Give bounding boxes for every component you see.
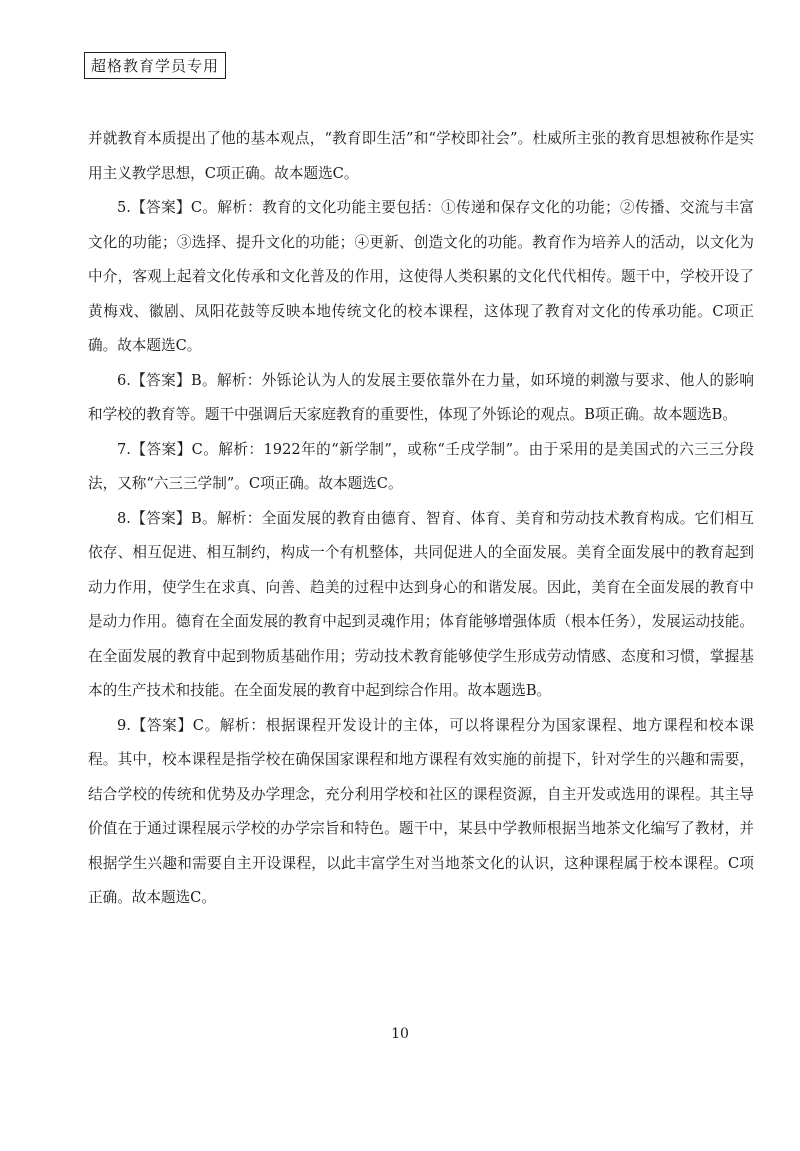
page-number: 10 bbox=[391, 1026, 409, 1042]
paragraph-continuation: 并就教育本质提出了他的基本观点，“教育即生活”和“学校即社会”。杜威所主张的教育思想被称作是实用主义教学思想，C项正确。故本题选C。 bbox=[88, 130, 754, 182]
document-body bbox=[88, 122, 754, 916]
answer-paragraph-5: 5.【答案】C。解析：教育的文化功能主要包括：①传递和保存文化的功能；②传播、交流与丰富文化的功能；③选择、提升文化的功能；④更新、创造文化的功能。教育作为培养人的活动，以文化为中介，客观上起着文化传承和文化普及的作用，这使得人类积累的文化代代相传。题干中，学校开设了黄梅戏、徽剧、凤阳花鼓等反映本地传统文化的校本课程，这体现了教育对文化的传承功能。C项正确。故本题选C。 bbox=[88, 199, 754, 354]
header-label: 超格教育学员专用 bbox=[84, 52, 226, 79]
answer-paragraph-8: 8.【答案】B。解析：全面发展的教育由德育、智育、体育、美育和劳动技术教育构成。它们相互依存、相互促进、相互制约，构成一个有机整体，共同促进人的全面发展。美育全面发展中的教育起到动力作用，使学生在求真、向善、趋美的过程中达到身心的和谐发展。因此，美育在全面发展的教育中是动力作用。德育在全面发展的教育中起到灵魂作用；体育能够增强体质（根本任务），发展运动技能。在全面发展的教育中起到物质基础作用；劳动技术教育能够使学生形成劳动情感、态度和习惯，掌握基本的生产技术和技能。在全面发展的教育中起到综合作用。故本题选B。 bbox=[88, 509, 754, 699]
answer-paragraph-7: 7.【答案】C。解析：1922年的“新学制”，或称“壬戌学制”。由于采用的是美国式的六三三分段法，又称“六三三学制”。C项正确。故本题选C。 bbox=[88, 440, 754, 492]
answer-paragraph-6: 6.【答案】B。解析：外铄论认为人的发展主要依靠外在力量，如环境的刺激与要求、他人的影响和学校的教育等。题干中强调后天家庭教育的重要性，体现了外铄论的观点。B项正确。故本题选B。 bbox=[88, 371, 754, 423]
answer-paragraph-9: 9.【答案】C。解析：根据课程开发设计的主体，可以将课程分为国家课程、地方课程和校本课程。其中，校本课程是指学校在确保国家课程和地方课程有效实施的前提下，针对学生的兴趣和需要，结合学校的传统和优势及办学理念，充分利用学校和社区的课程资源，自主开发或选用的课程。其主导价值在于通过课程展示学校的办学宗旨和特色。题干中，某县中学教师根据当地茶文化编写了教材，并根据学生兴趣和需要自主开设课程，以此丰富学生对当地茶文化的认识，这种课程属于校本课程。C项正确。故本题选C。 bbox=[88, 716, 754, 906]
